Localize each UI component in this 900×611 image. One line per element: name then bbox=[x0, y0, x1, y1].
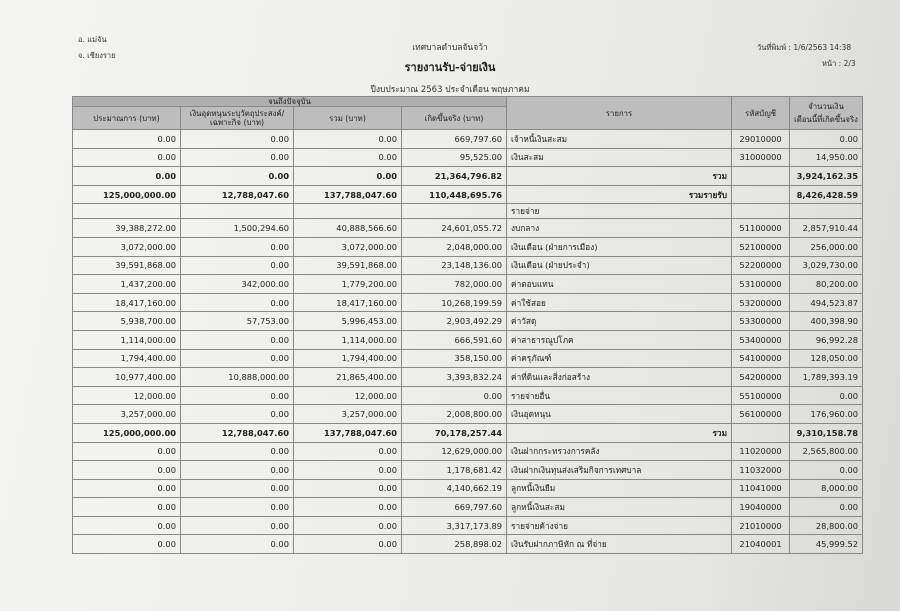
item-cell: ค่าสาธารณูปโภค bbox=[507, 330, 732, 349]
budget-column-header: ประมาณการ (บาท) bbox=[73, 107, 181, 130]
total-cell: 3,072,000.00 bbox=[294, 237, 402, 256]
month-amount-cell: 3,029,730.00 bbox=[790, 256, 863, 275]
item-cell: ลูกหนี้เงินสะสม bbox=[507, 498, 732, 517]
budget-cell: 3,072,000.00 bbox=[73, 237, 181, 256]
amount-header-label: จำนวนเงิน bbox=[808, 102, 844, 111]
total-cell: 0.00 bbox=[294, 442, 402, 461]
special-grant-cell: 0.00 bbox=[181, 442, 294, 461]
report-subtitle: ปีงบประมาณ 2563 ประจำเดือน พฤษภาคม bbox=[370, 85, 530, 95]
actual-cell: 258,898.02 bbox=[402, 535, 507, 554]
total-cell: 12,000.00 bbox=[294, 386, 402, 405]
account-code-cell: 53400000 bbox=[732, 330, 790, 349]
budget-cell: 0.00 bbox=[73, 479, 181, 498]
table-row bbox=[73, 204, 863, 219]
special-grant-cell bbox=[181, 204, 294, 219]
budget-cell: 0.00 bbox=[73, 498, 181, 517]
special-grant-cell: 0.00 bbox=[181, 148, 294, 167]
account-code-cell: 56100000 bbox=[732, 405, 790, 424]
account-code-cell: 31000000 bbox=[732, 148, 790, 167]
special-grant-cell: 0.00 bbox=[181, 386, 294, 405]
month-amount-cell: 0.00 bbox=[790, 130, 863, 149]
item-cell: เงินฝากกระทรวงการคลัง bbox=[507, 442, 732, 461]
table-row bbox=[73, 498, 863, 517]
total-cell bbox=[294, 204, 402, 219]
actual-cell: 1,178,681.42 bbox=[402, 461, 507, 480]
table-row bbox=[73, 330, 863, 349]
table-row bbox=[73, 148, 863, 167]
total-cell: 21,865,400.00 bbox=[294, 368, 402, 387]
month-amount-cell: 14,950.00 bbox=[790, 148, 863, 167]
account-code-cell: 51100000 bbox=[732, 219, 790, 238]
month-amount-cell: 0.00 bbox=[790, 498, 863, 517]
actual-cell: 782,000.00 bbox=[402, 275, 507, 294]
print-date: วันที่พิมพ์ : 1/6/2563 14:38 bbox=[757, 43, 852, 52]
total-cell: 0.00 bbox=[294, 516, 402, 535]
account-code-cell: 52100000 bbox=[732, 237, 790, 256]
total-cell: 137,788,047.60 bbox=[294, 423, 402, 442]
district-label: อ. แม่จัน bbox=[78, 35, 107, 44]
actual-cell: 666,591.60 bbox=[402, 330, 507, 349]
budget-cell: 125,000,000.00 bbox=[73, 185, 181, 204]
total-cell: 0.00 bbox=[294, 535, 402, 554]
account-code-cell: 53200000 bbox=[732, 293, 790, 312]
amount-column-header bbox=[790, 97, 863, 130]
table-row bbox=[73, 442, 863, 461]
special-grant-cell: 0.00 bbox=[181, 461, 294, 480]
total-cell: 1,114,000.00 bbox=[294, 330, 402, 349]
actual-cell: 10,268,199.59 bbox=[402, 293, 507, 312]
item-cell: ค่าใช้สอย bbox=[507, 293, 732, 312]
special-grant-cell: 342,000.00 bbox=[181, 275, 294, 294]
item-cell: เงินเดือน (ฝ่ายการเมือง) bbox=[507, 237, 732, 256]
special-grant-cell: 0.00 bbox=[181, 479, 294, 498]
month-amount-cell: 8,426,428.59 bbox=[790, 185, 863, 204]
item-cell: เจ้าหนี้เงินสะสม bbox=[507, 130, 732, 149]
budget-cell: 0.00 bbox=[73, 461, 181, 480]
special-grant-cell: 57,753.00 bbox=[181, 312, 294, 331]
total-cell: 39,591,868.00 bbox=[294, 256, 402, 275]
month-amount-cell: 400,398.90 bbox=[790, 312, 863, 331]
actual-cell: 12,629,000.00 bbox=[402, 442, 507, 461]
account-code-cell bbox=[732, 204, 790, 219]
item-cell: เงินอุดหนุน bbox=[507, 405, 732, 424]
account-code-cell: 21040001 bbox=[732, 535, 790, 554]
item-cell: ค่าที่ดินและสิ่งก่อสร้าง bbox=[507, 368, 732, 387]
item-cell: รายจ่ายค้างจ่าย bbox=[507, 516, 732, 535]
actual-cell: 2,048,000.00 bbox=[402, 237, 507, 256]
month-amount-cell: 1,789,393.19 bbox=[790, 368, 863, 387]
item-cell: รายจ่ายอื่น bbox=[507, 386, 732, 405]
item-cell: เงินสะสม bbox=[507, 148, 732, 167]
special-grant-cell: 0.00 bbox=[181, 498, 294, 517]
total-cell: 0.00 bbox=[294, 130, 402, 149]
special-grant-cell: 12,788,047.60 bbox=[181, 423, 294, 442]
month-amount-cell: 45,999.52 bbox=[790, 535, 863, 554]
total-column-header: รวม (บาท) bbox=[294, 107, 402, 130]
budget-cell: 10,977,400.00 bbox=[73, 368, 181, 387]
budget-cell: 0.00 bbox=[73, 130, 181, 149]
item-cell: ค่าตอบแทน bbox=[507, 275, 732, 294]
total-cell: 0.00 bbox=[294, 461, 402, 480]
table-row bbox=[73, 167, 863, 186]
budget-cell: 0.00 bbox=[73, 535, 181, 554]
account-code-cell bbox=[732, 167, 790, 186]
account-code-cell: 29010000 bbox=[732, 130, 790, 149]
special-grant-cell: 0.00 bbox=[181, 237, 294, 256]
special-grant-cell: 0.00 bbox=[181, 293, 294, 312]
account-code-cell: 53300000 bbox=[732, 312, 790, 331]
total-cell: 0.00 bbox=[294, 479, 402, 498]
month-amount-cell: 96,992.28 bbox=[790, 330, 863, 349]
province-label: จ. เชียงราย bbox=[78, 51, 116, 60]
total-cell: 0.00 bbox=[294, 148, 402, 167]
actual-cell: 669,797.60 bbox=[402, 130, 507, 149]
code-column-header: รหัสบัญชี bbox=[732, 97, 790, 130]
month-amount-cell: 176,960.00 bbox=[790, 405, 863, 424]
account-code-cell: 11020000 bbox=[732, 442, 790, 461]
actual-cell: 2,008,800.00 bbox=[402, 405, 507, 424]
table-row bbox=[73, 256, 863, 275]
actual-cell: 4,140,662.19 bbox=[402, 479, 507, 498]
table-row bbox=[73, 293, 863, 312]
budget-cell: 0.00 bbox=[73, 516, 181, 535]
budget-cell: 39,388,272.00 bbox=[73, 219, 181, 238]
item-cell: งบกลาง bbox=[507, 219, 732, 238]
month-amount-cell bbox=[790, 204, 863, 219]
month-amount-cell: 3,924,162.35 bbox=[790, 167, 863, 186]
account-code-cell: 53100000 bbox=[732, 275, 790, 294]
month-amount-cell: 2,857,910.44 bbox=[790, 219, 863, 238]
table-row bbox=[73, 516, 863, 535]
special-grant-cell: 1,500,294.60 bbox=[181, 219, 294, 238]
month-amount-cell: 256,000.00 bbox=[790, 237, 863, 256]
organization-name: เทศบาลตำบลจันจว้า bbox=[412, 43, 488, 53]
special-grant-cell: 0.00 bbox=[181, 405, 294, 424]
special-grant-cell: 0.00 bbox=[181, 349, 294, 368]
report-title: รายงานรับ-จ่ายเงิน bbox=[404, 61, 496, 74]
budget-cell: 39,591,868.00 bbox=[73, 256, 181, 275]
special-grant-cell: 0.00 bbox=[181, 535, 294, 554]
actual-cell: 70,178,257.44 bbox=[402, 423, 507, 442]
account-code-cell: 21010000 bbox=[732, 516, 790, 535]
month-amount-cell: 8,000.00 bbox=[790, 479, 863, 498]
month-amount-cell: 9,310,158.78 bbox=[790, 423, 863, 442]
account-code-cell: 11032000 bbox=[732, 461, 790, 480]
item-cell: ค่าวัสดุ bbox=[507, 312, 732, 331]
total-cell: 5,996,453.00 bbox=[294, 312, 402, 331]
month-amount-cell: 0.00 bbox=[790, 461, 863, 480]
special-grant-column-header: เงินอุดหนุนระบุวัตถุประสงค์/เฉพาะกิจ (บาท) bbox=[181, 107, 294, 130]
account-code-cell: 54100000 bbox=[732, 349, 790, 368]
item-cell: รวม bbox=[507, 423, 732, 442]
budget-cell: 3,257,000.00 bbox=[73, 405, 181, 424]
total-cell: 3,257,000.00 bbox=[294, 405, 402, 424]
special-grant-cell: 10,888,000.00 bbox=[181, 368, 294, 387]
table-row bbox=[73, 275, 863, 294]
total-cell: 1,794,400.00 bbox=[294, 349, 402, 368]
budget-cell: 18,417,160.00 bbox=[73, 293, 181, 312]
budget-cell: 0.00 bbox=[73, 148, 181, 167]
budget-cell: 1,437,200.00 bbox=[73, 275, 181, 294]
actual-cell: 0.00 bbox=[402, 386, 507, 405]
account-code-cell: 11041000 bbox=[732, 479, 790, 498]
budget-cell: 0.00 bbox=[73, 442, 181, 461]
item-cell: รวมรายรับ bbox=[507, 185, 732, 204]
actual-cell: 110,448,695.76 bbox=[402, 185, 507, 204]
budget-cell: 125,000,000.00 bbox=[73, 423, 181, 442]
table-row bbox=[73, 312, 863, 331]
total-cell: 40,888,566.60 bbox=[294, 219, 402, 238]
account-code-cell: 54200000 bbox=[732, 368, 790, 387]
special-grant-cell: 0.00 bbox=[181, 330, 294, 349]
table-row bbox=[73, 423, 863, 442]
page-number: หน้า : 2/3 bbox=[822, 59, 856, 68]
table-header-row bbox=[73, 97, 863, 107]
table-row bbox=[73, 219, 863, 238]
month-amount-cell: 494,523.87 bbox=[790, 293, 863, 312]
account-code-cell: 19040000 bbox=[732, 498, 790, 517]
special-grant-cell: 0.00 bbox=[181, 167, 294, 186]
actual-cell: 95,525.00 bbox=[402, 148, 507, 167]
actual-cell: 669,797.60 bbox=[402, 498, 507, 517]
actual-cell: 3,393,832.24 bbox=[402, 368, 507, 387]
actual-cell: 21,364,796.82 bbox=[402, 167, 507, 186]
to-date-group-header: จนถึงปัจจุบัน bbox=[73, 97, 507, 107]
table-row bbox=[73, 130, 863, 149]
total-cell: 1,779,200.00 bbox=[294, 275, 402, 294]
month-amount-cell: 2,565,800.00 bbox=[790, 442, 863, 461]
table-row bbox=[73, 405, 863, 424]
account-code-cell: 55100000 bbox=[732, 386, 790, 405]
total-cell: 137,788,047.60 bbox=[294, 185, 402, 204]
budget-cell: 12,000.00 bbox=[73, 386, 181, 405]
item-cell: ลูกหนี้เงินยืม bbox=[507, 479, 732, 498]
table-row bbox=[73, 535, 863, 554]
special-grant-cell: 0.00 bbox=[181, 256, 294, 275]
item-cell: เงินรับฝากภาษีหัก ณ ที่จ่าย bbox=[507, 535, 732, 554]
month-amount-cell: 0.00 bbox=[790, 386, 863, 405]
actual-cell bbox=[402, 204, 507, 219]
budget-cell: 1,114,000.00 bbox=[73, 330, 181, 349]
receipts-payments-table bbox=[72, 96, 863, 554]
table-row bbox=[73, 349, 863, 368]
item-column-header: รายการ bbox=[507, 97, 732, 130]
item-cell: เงินเดือน (ฝ่ายประจำ) bbox=[507, 256, 732, 275]
account-code-cell bbox=[732, 185, 790, 204]
item-cell: รวม bbox=[507, 167, 732, 186]
table-body bbox=[73, 130, 863, 554]
actual-cell: 2,903,492.29 bbox=[402, 312, 507, 331]
total-cell: 18,417,160.00 bbox=[294, 293, 402, 312]
month-amount-cell: 28,800.00 bbox=[790, 516, 863, 535]
budget-cell: 1,794,400.00 bbox=[73, 349, 181, 368]
account-code-cell bbox=[732, 423, 790, 442]
actual-cell: 23,148,136.00 bbox=[402, 256, 507, 275]
table-row bbox=[73, 185, 863, 204]
month-amount-cell: 80,200.00 bbox=[790, 275, 863, 294]
table-row bbox=[73, 368, 863, 387]
budget-cell: 5,938,700.00 bbox=[73, 312, 181, 331]
table-row bbox=[73, 237, 863, 256]
month-actual-header-label: เดือนนี้ที่เกิดขึ้นจริง bbox=[794, 115, 858, 124]
table-row bbox=[73, 479, 863, 498]
actual-cell: 24,601,055.72 bbox=[402, 219, 507, 238]
month-amount-cell: 128,050.00 bbox=[790, 349, 863, 368]
actual-cell: 358,150.00 bbox=[402, 349, 507, 368]
actual-cell: 3,317,173.89 bbox=[402, 516, 507, 535]
table-row bbox=[73, 461, 863, 480]
budget-cell: 0.00 bbox=[73, 167, 181, 186]
special-grant-cell: 0.00 bbox=[181, 516, 294, 535]
item-cell: เงินฝากเงินทุนส่งเสริมกิจการเทศบาล bbox=[507, 461, 732, 480]
total-cell: 0.00 bbox=[294, 167, 402, 186]
item-cell: รายจ่าย bbox=[507, 204, 732, 219]
table-row bbox=[73, 386, 863, 405]
item-cell: ค่าครุภัณฑ์ bbox=[507, 349, 732, 368]
special-grant-cell: 12,788,047.60 bbox=[181, 185, 294, 204]
actual-column-header: เกิดขึ้นจริง (บาท) bbox=[402, 107, 507, 130]
special-grant-cell: 0.00 bbox=[181, 130, 294, 149]
total-cell: 0.00 bbox=[294, 498, 402, 517]
account-code-cell: 52200000 bbox=[732, 256, 790, 275]
budget-cell bbox=[73, 204, 181, 219]
